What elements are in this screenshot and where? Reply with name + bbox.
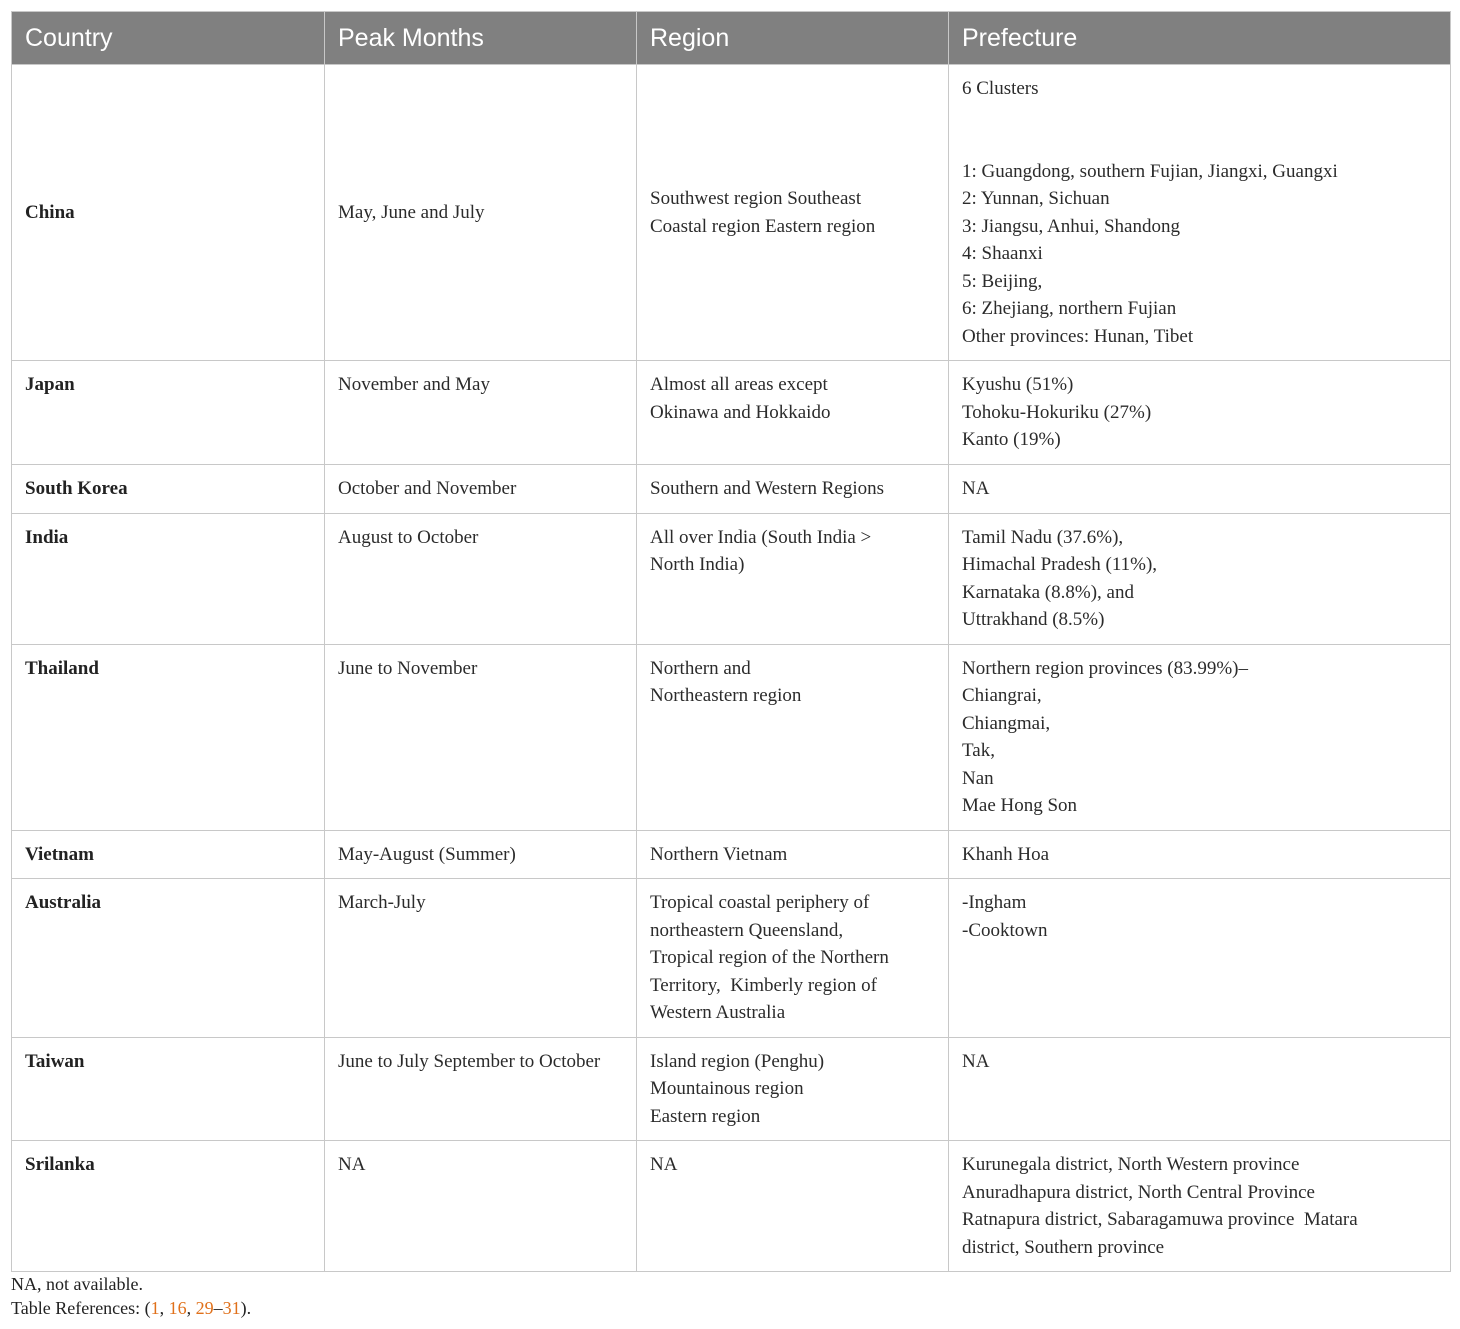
region-line: Almost all areas except <box>650 374 828 395</box>
table-row <box>12 1037 1451 1141</box>
prefecture-line: NA <box>962 478 990 499</box>
prefecture-cell <box>949 830 1451 879</box>
header-country: Country <box>12 12 325 65</box>
prefecture-line: Anuradhapura district, North Central Province <box>962 1181 1315 1203</box>
prefecture-line: 4: Shaanxi <box>962 243 1043 264</box>
region-line: Eastern region <box>650 1105 761 1127</box>
prefecture-line: Tamil Nadu (37.6%), <box>962 526 1124 548</box>
table-row <box>12 65 1451 361</box>
peak-months-line: June to July September to October <box>338 1050 601 1072</box>
region-line: Coastal region Eastern region <box>650 215 876 237</box>
reference-link[interactable]: 29 <box>195 1298 214 1318</box>
region-line: NA <box>650 1154 678 1175</box>
prefecture-line: NA <box>962 1050 990 1072</box>
country-cell: Thailand <box>12 644 325 830</box>
region-line: northeastern Queensland, <box>650 919 844 941</box>
prefecture-line: Himachal Pradesh (11%), <box>962 554 1158 575</box>
peak-months-cell <box>325 1141 637 1272</box>
peak-months-cell <box>325 830 637 879</box>
region-cell <box>637 361 949 465</box>
region-line: Northern and <box>650 657 751 679</box>
region-line: Okinawa and Hokkaido <box>650 401 831 423</box>
country-cell: South Korea <box>12 465 325 514</box>
peak-months-cell <box>325 465 637 514</box>
peak-months-line: August to October <box>338 526 479 548</box>
reference-link[interactable]: 1 <box>150 1298 160 1318</box>
reference-separator: , <box>186 1298 196 1318</box>
region-line: Northern Vietnam <box>650 843 788 865</box>
prefecture-cell <box>949 361 1451 465</box>
region-line: Southwest region Southeast <box>650 188 862 209</box>
region-line: Territory, Kimberly region of <box>650 974 877 996</box>
prefecture-line: 2: Yunnan, Sichuan <box>962 188 1110 209</box>
prefecture-cell <box>949 65 1451 361</box>
country-cell: India <box>12 513 325 644</box>
prefecture-cell <box>949 513 1451 644</box>
region-cell <box>637 879 949 1038</box>
prefecture-line: district, Southern province <box>962 1236 1165 1258</box>
region-line: Tropical coastal periphery of <box>650 892 870 913</box>
region-line: Island region (Penghu) <box>650 1050 825 1072</box>
country-peak-months-table <box>11 11 1451 1272</box>
reference-link[interactable]: 31 <box>222 1298 241 1318</box>
data-table-container <box>11 11 1450 1272</box>
peak-months-cell <box>325 644 637 830</box>
prefecture-line: Karnataka (8.8%), and <box>962 581 1134 603</box>
peak-months-line: June to November <box>338 657 478 679</box>
references-prefix: Table References: ( <box>11 1298 151 1318</box>
country-cell: Srilanka <box>12 1141 325 1272</box>
prefecture-line: Chiangmai, <box>962 712 1051 734</box>
prefecture-line: Mae Hong Son <box>962 795 1078 816</box>
peak-months-cell <box>325 513 637 644</box>
prefecture-line: Other provinces: Hunan, Tibet <box>962 325 1194 347</box>
region-line: Western Australia <box>650 1002 786 1023</box>
header-region: Region <box>637 12 949 65</box>
region-cell <box>637 1037 949 1141</box>
peak-months-line: NA <box>338 1154 366 1175</box>
peak-months-line: October and November <box>338 478 517 499</box>
region-line: Mountainous region <box>650 1078 804 1099</box>
table-row <box>12 830 1451 879</box>
prefecture-line: Ratnapura district, Sabaragamuwa province Matara <box>962 1209 1358 1230</box>
prefecture-line: Kyushu (51%) <box>962 374 1074 395</box>
prefecture-line: 5: Beijing, <box>962 270 1043 292</box>
region-line: Tropical region of the Northern <box>650 947 889 968</box>
footnote-abbreviation: NA, not available. <box>11 1274 143 1294</box>
prefecture-line: Tak, <box>962 740 995 761</box>
table-header-row <box>12 12 1451 65</box>
region-line: Southern and Western Regions <box>650 478 885 499</box>
prefecture-line: 3: Jiangsu, Anhui, Shandong <box>962 215 1180 237</box>
peak-months-cell <box>325 65 637 361</box>
prefecture-line: Khanh Hoa <box>962 843 1050 865</box>
region-cell <box>637 830 949 879</box>
prefecture-line: Kanto (19%) <box>962 429 1061 450</box>
header-peak-months: Peak Months <box>325 12 637 65</box>
prefecture-line: Kurunegala district, North Western province <box>962 1154 1300 1175</box>
region-cell <box>637 1141 949 1272</box>
table-body <box>12 65 1451 1272</box>
prefecture-line: -Ingham <box>962 892 1027 913</box>
prefecture-line: 6: Zhejiang, northern Fujian <box>962 298 1177 319</box>
prefecture-cell <box>949 644 1451 830</box>
country-cell: Japan <box>12 361 325 465</box>
region-line: Northeastern region <box>650 685 802 706</box>
reference-link[interactable]: 16 <box>168 1298 187 1318</box>
header-prefecture: Prefecture <box>949 12 1451 65</box>
references-list <box>151 1298 241 1318</box>
prefecture-line: Chiangrai, <box>962 685 1042 706</box>
region-line: All over India (South India > <box>650 526 872 548</box>
reference-separator: – <box>213 1298 223 1318</box>
prefecture-line: -Cooktown <box>962 919 1048 941</box>
table-footnotes <box>11 1272 251 1320</box>
prefecture-cell <box>949 879 1451 1038</box>
country-cell: Australia <box>12 879 325 1038</box>
region-cell <box>637 644 949 830</box>
prefecture-cell <box>949 465 1451 514</box>
region-cell <box>637 513 949 644</box>
country-cell: China <box>12 65 325 361</box>
prefecture-line: Northern region provinces (83.99%)– <box>962 657 1248 679</box>
table-row <box>12 879 1451 1038</box>
peak-months-line: November and May <box>338 374 490 395</box>
peak-months-cell <box>325 1037 637 1141</box>
peak-months-cell <box>325 361 637 465</box>
table-row <box>12 644 1451 830</box>
peak-months-cell <box>325 879 637 1038</box>
prefecture-heading: 6 Clusters <box>962 78 1039 99</box>
prefecture-line: 1: Guangdong, southern Fujian, Jiangxi, Guangxi <box>962 160 1338 182</box>
table-row <box>12 1141 1451 1272</box>
references-suffix: ). <box>240 1298 252 1318</box>
reference-separator: , <box>159 1298 169 1318</box>
peak-months-line: May, June and July <box>338 201 485 223</box>
region-cell <box>637 65 949 361</box>
prefecture-line: Tohoku-Hokuriku (27%) <box>962 401 1152 423</box>
peak-months-line: March-July <box>338 892 426 913</box>
table-row <box>12 361 1451 465</box>
footnote-references <box>11 1296 251 1320</box>
prefecture-cell <box>949 1037 1451 1141</box>
prefecture-cell <box>949 1141 1451 1272</box>
prefecture-line: Nan <box>962 767 994 789</box>
table-row <box>12 513 1451 644</box>
region-cell <box>637 465 949 514</box>
country-cell: Vietnam <box>12 830 325 879</box>
table-row <box>12 465 1451 514</box>
country-cell: Taiwan <box>12 1037 325 1141</box>
peak-months-line: May-August (Summer) <box>338 843 516 865</box>
region-line: North India) <box>650 554 745 575</box>
prefecture-line: Uttrakhand (8.5%) <box>962 609 1105 630</box>
